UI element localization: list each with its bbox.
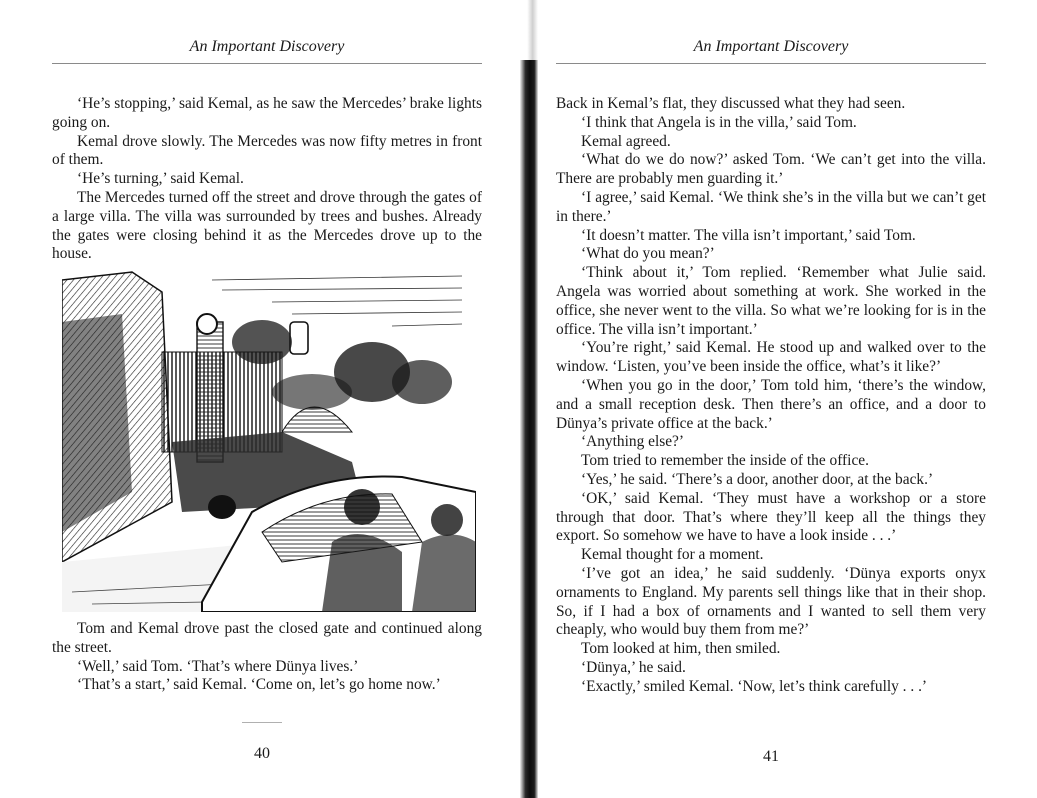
paragraph: Kemal agreed. <box>581 132 671 150</box>
paragraph: ‘When you go in the door,’ Tom told him, ‘there’s the window, and a small reception desk. Then there’s an office, and a door to Dünya’s private office at the back.’ <box>556 376 986 432</box>
paragraph: ‘It doesn’t matter. The villa isn’t important,’ said Tom. <box>581 226 916 244</box>
paragraph: ‘Dünya,’ he said. <box>581 658 686 676</box>
paragraph: ‘He’s stopping,’ said Kemal, as he saw the Mercedes’ brake lights going on. <box>52 95 482 131</box>
left-text-top <box>52 95 482 264</box>
paragraph: Back in Kemal’s flat, they discussed what they had seen. <box>556 95 906 112</box>
paragraph: Tom tried to remember the inside of the office. <box>581 452 869 470</box>
paragraph: ‘I’ve got an idea,’ he said suddenly. ‘Dünya exports onyx ornaments to England. My parents sell things like that in their shop. So, if I had a box of ornaments and I wanted to sell them very cheaply, who would buy them from me?’ <box>556 564 986 639</box>
page-number-left: 40 <box>254 745 270 762</box>
left-text-bottom <box>52 620 482 695</box>
paragraph: Kemal drove slowly. The Mercedes was now fifty metres in front of them. <box>52 132 482 169</box>
paragraph: ‘Yes,’ he said. ‘There’s a door, another door, at the back.’ <box>581 470 934 488</box>
paragraph: ‘He’s turning,’ said Kemal. <box>77 170 244 188</box>
footer-rule-left <box>242 722 282 723</box>
paragraph: ‘I think that Angela is in the villa,’ said Tom. <box>581 113 857 131</box>
paragraph: ‘What do you mean?’ <box>581 245 715 263</box>
right-text <box>556 95 986 697</box>
header-rule-left <box>52 63 482 64</box>
paragraph: ‘OK,’ said Kemal. ‘They must have a workshop or a store through that door. That’s where they’ll keep all the things they export. So somehow we have to have a look inside . . .’ <box>556 489 986 545</box>
paragraph: ‘I agree,’ said Kemal. ‘We think she’s in the villa but we can’t get in there.’ <box>556 188 986 225</box>
paragraph: ‘Well,’ said Tom. ‘That’s where Dünya lives.’ <box>77 657 359 675</box>
paragraph: Kemal thought for a moment. <box>581 546 764 564</box>
header-rule-right <box>556 63 986 64</box>
paragraph: ‘You’re right,’ said Kemal. He stood up and walked over to the window. ‘Listen, you’ve been inside the office, what’s it like?’ <box>556 339 986 376</box>
running-head-right: An Important Discovery <box>693 38 849 55</box>
page-number-right: 41 <box>763 748 779 765</box>
paragraph: ‘That’s a start,’ said Kemal. ‘Come on, let’s go home now.’ <box>77 676 441 694</box>
paragraph: ‘Think about it,’ Tom replied. ‘Remember what Julie said. Angela was worried about something at work. She worked in the office, she never went to the villa. So what we’re looking for is in the office. The villa isn’t important.’ <box>556 264 986 338</box>
right-page <box>538 0 1037 798</box>
book-gutter-top <box>520 0 538 60</box>
paragraph: Tom looked at him, then smiled. <box>581 640 781 658</box>
running-head-left: An Important Discovery <box>189 38 345 55</box>
illustration-car-at-villa-gates <box>62 262 476 612</box>
paragraph: Tom and Kemal drove past the closed gate and continued along the street. <box>52 620 482 656</box>
paragraph: ‘Exactly,’ smiled Kemal. ‘Now, let’s think carefully . . .’ <box>581 677 928 695</box>
paragraph: The Mercedes turned off the street and drove through the gates of a large villa. The villa was surrounded by trees and bushes. Already the gates were closing behind it as the Mercedes drove up to the house. <box>52 188 482 263</box>
book-gutter <box>520 0 538 798</box>
paragraph: ‘Anything else?’ <box>581 433 685 451</box>
paragraph: ‘What do we do now?’ asked Tom. ‘We can’t get into the villa. There are probably men guarding it.’ <box>556 151 986 188</box>
